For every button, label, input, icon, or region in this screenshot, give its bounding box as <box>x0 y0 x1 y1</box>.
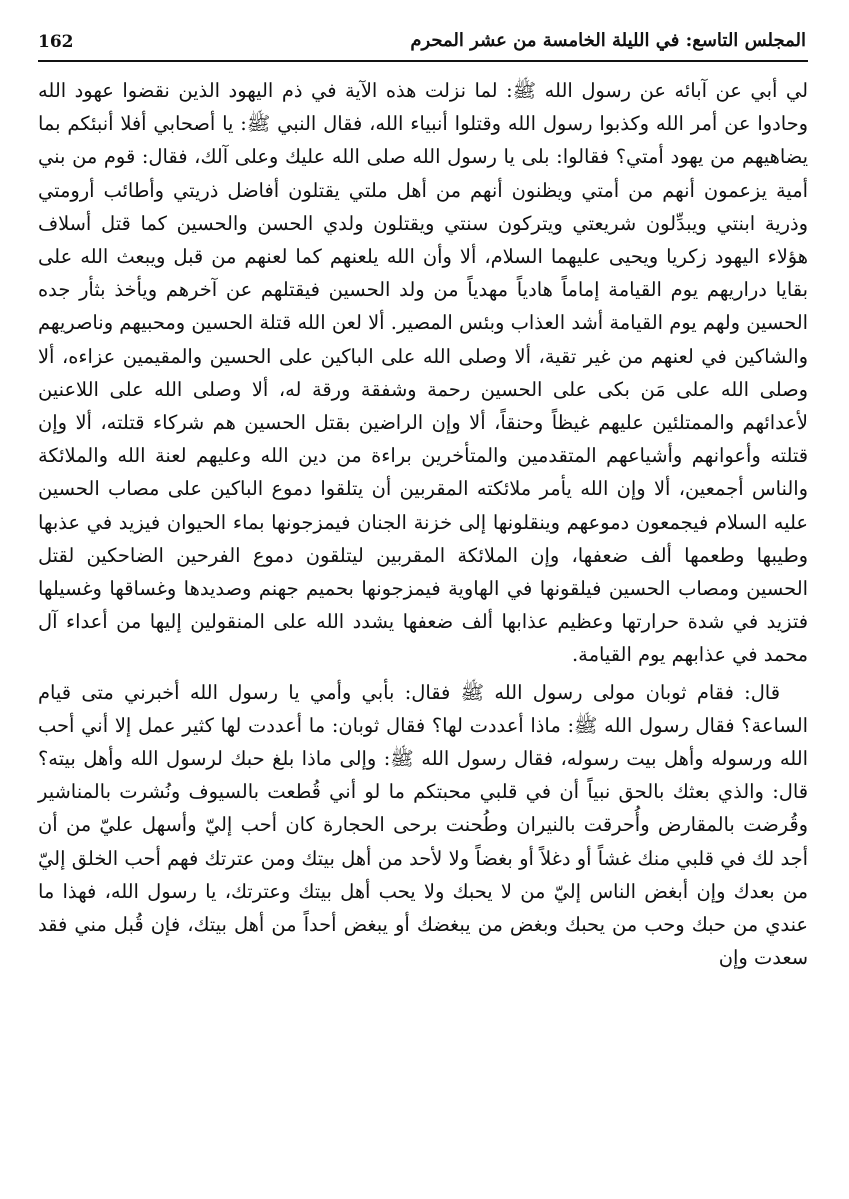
paragraph: قال: فقام ثوبان مولى رسول الله ﷺ فقال: بأبي وأمي يا رسول الله أخبرني متى قيام الساعة؟ فقال رسول الله ﷺ: ماذا أعددت لها؟ فقال ثوبان: ما أعددت لها كثير عمل إلا أني أحب الله ورسوله وأهل بيت رسوله، فقال رسول الله ﷺ: وإلى ماذا بلغ حبك لرسول الله وأهل بيته؟ قال: والذي بعثك بالحق نبياً أن في قلبي محبتكم ما لو أني قُطعت بالسيوف ونُشرت بالمناشير وقُرضت بالمقارض وأُحرقت بالنيران وطُحنت برحى الحجارة كان أحب إليّ وأسهل عليّ من أن أجد لك في قلبي منك غشاً أو دغلاً أو بغضاً ولا لأحد من أهل بيتك ومن عترتك فهم أحب الخلق إليّ من بعدك وإن أبغض الناس إليّ من لا يحبك ولا يحب أهل بيتك وعترتك، يا رسول الله، فهذا ما عندي من حبك وحب من يحبك وبغض من يبغضك أو يبغض أحداً من أهل بيتك، فإن قُبل مني فقد سعدت وإن <box>38 680 808 970</box>
page-header <box>38 30 808 62</box>
page-number: 162 <box>38 32 74 52</box>
book-page <box>38 30 808 974</box>
paragraph: لي أبي عن آبائه عن رسول الله ﷺ: لما نزلت هذه الآية في ذم اليهود الذين نقضوا عهود الله وحادوا عن أمر الله وكذبوا رسول الله وقتلوا أنبياء الله، فقال النبي ﷺ: يا أصحابي أفلا أنبئكم بما يضاهيهم من يهود أمتي؟ فقالوا: بلى يا رسول الله صلى الله عليك وعلى آلك، فقال: قوم من بني أمية يزعمون أنهم من أمتي ويظنون أنهم من أهل ملتي يقتلون أفاضل ذريتي وأطائب أرومتي وذرية ابنتي ويبدِّلون شريعتي ويتركون سنتي ويقتلون ولدي الحسن والحسين كما قتل أسلاف هؤلاء اليهود زكريا ويحيى عليهما السلام، ألا وأن الله يلعنهم كما لعنهم من قبل ويبعث الله على بقايا دراريهم يوم القيامة إماماً هادياً مهدياً من ولد الحسين فيقتلهم عن آخرهم ويأخذ بثأر جده الحسين ولهم يوم القيامة أشد العذاب وبئس المصير. ألا لعن الله قتلة الحسين ومحبيهم وناصريهم والشاكين في لعنهم من غير تقية، ألا وصلى الله على الباكين على الحسين والمقيمين عزاءه، ألا وصلى الله على مَن بكى على الحسين رحمة وشفقة ورقة له، ألا وصلى الله على اللاعنين لأعدائهم والممتلئين عليهم غيظاً وحنقاً، ألا وإن الراضين بقتل الحسين هم شركاء قتلته، ألا وإن قتلته وأعوانهم وأشياعهم المتقدمين والمتأخرين براءة من دين الله وعليهم لعنة الله والملائكة والناس أجمعين، ألا وإن الله يأمر ملائكته المقربين أن يتلقوا دموع الباكين على مصاب الحسين عليه السلام فيجمعون دموعهم وينقلونها إلى خزنة الجنان فيمزجونها بماء الحيوان فيزيد في عذبها وطيبها وطعمها ألف ضعفها، وإن الملائكة المقربين ليتلقون دموع الفرحين الضاحكين لقتل الحسين ومصاب الحسين فيلقونها في الهاوية فيمزجونها بحميم جهنم وصديدها وغساقها وغسيلها فتزيد في شدة حرارتها وعظيم عذابها ألف ضعفها يشدد الله على المنقولين إليها من أعداء آل محمد في عذابهم يوم القيامة. <box>38 79 808 667</box>
body-text <box>38 74 808 974</box>
running-title: المجلس التاسع: في الليلة الخامسة من عشر المحرم <box>410 30 806 51</box>
